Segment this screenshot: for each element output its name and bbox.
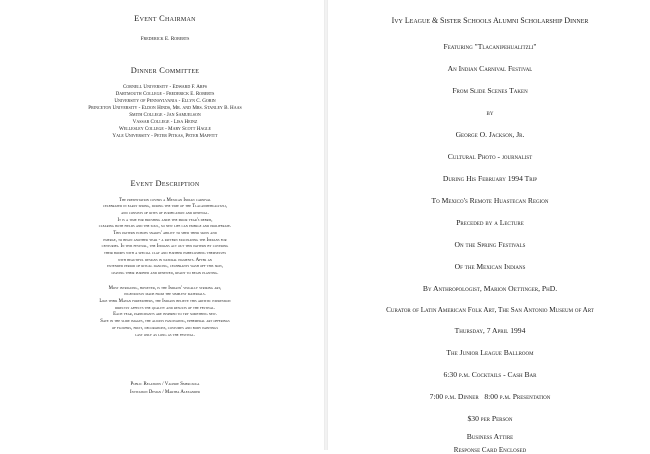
description-line: and consists of rites of purification and renewal. — [121, 211, 209, 217]
description-line: clearing both fields and the soul, so new life can emerge and proliferate. — [98, 224, 232, 230]
description-line: Each year, participants are inspired to try something new. — [113, 312, 217, 318]
program-line: On the Spring Festivals — [454, 240, 526, 249]
description-line: their bodies with a special clay and further embellishing themselves — [104, 251, 226, 257]
description-line: Save in the slide images, the always fascinating, ephemeral art offerings — [100, 319, 230, 325]
description-line: ingeniously made from the simplest materials. — [124, 292, 206, 298]
price-line: $30 per Person — [467, 414, 513, 423]
program-line: An Indian Carnival Festival — [447, 64, 533, 73]
response-card-line: Response Card Enclosed — [453, 446, 527, 454]
page-fold — [324, 0, 328, 450]
program-line: To Mexico's Remote Huastecan Region — [431, 196, 549, 205]
event-date: Thursday, 7 April 1994 — [454, 326, 526, 335]
featuring-line: Featuring "Tlacanipehualitzli" — [443, 42, 537, 51]
chairman-heading: Event Chairman — [134, 14, 196, 23]
description-line: directly affects the quality and results of the festival. — [114, 305, 216, 311]
attire-line: Business Attire — [466, 432, 514, 441]
program-line: From Slide Scenes Taken — [452, 86, 528, 95]
program-line: Of the Mexican Indians — [454, 262, 526, 271]
credits — [30, 381, 300, 396]
committee-member: Dartmouth College - Frederick E. Roberts — [115, 90, 215, 97]
presenter-name: George O. Jackson, Jr. — [455, 130, 525, 139]
description-line: last only as long as the festival. — [135, 332, 195, 338]
left-page — [30, 12, 300, 396]
cocktails-time: 6:30 p.m. Cocktails - Cash Bar — [443, 370, 537, 379]
committee-list — [30, 84, 300, 140]
description-line: It is a time for brushing aside the prior year's debris, — [117, 217, 213, 223]
committee-member: Smith College - Jan Samuelson — [129, 111, 201, 118]
description-line: emerge, to begin another year - a pattern fascinating the Indians for — [103, 237, 227, 243]
dinner-time: 7:00 p.m. Dinner 8:00 p.m. Presentation — [429, 392, 551, 401]
committee-member: University of Pennsylvania - Ellyn C. Gorin — [114, 97, 216, 104]
description-line: The presentation covers a Mexican Indian carnival — [118, 197, 212, 203]
description-line: celebrated in early spring, during the time of the Tlacanipehualitzli, — [102, 204, 228, 210]
chairman-name: Frederick E. Roberts — [140, 36, 190, 42]
committee-member: Vassar College - Lisa Heinz — [132, 118, 198, 125]
program-line: Cultural Photo - journalist — [447, 152, 533, 161]
lecturer-line: By Anthropologist, Marion Oettinger, PhD. — [422, 284, 558, 293]
description-line: centuries. In this festival, the Indians act out this pattern by covering — [101, 244, 229, 250]
program-line: by — [486, 108, 494, 117]
committee-member: Wellesley College - Mary Scott Hagle — [119, 125, 211, 132]
curator-line: Curator of Latin American Folk Art, The San Antonio Museum of Art — [386, 306, 594, 314]
committee-member: Cornell University - Edward F. Arps — [122, 83, 207, 90]
program-line: Preceded by a Lecture — [456, 218, 524, 227]
credit-line: Public Relations / Valerie Smerczola — [130, 382, 200, 388]
event-venue: The Junior League Ballroom — [446, 348, 534, 357]
committee-member: Yale University - Peter Pitkas, Peter Maffitt — [112, 132, 218, 139]
committee-heading: Dinner Committee — [130, 65, 200, 75]
description-paragraph-2 — [30, 286, 300, 339]
description-line: of flowers, fruit, decorations, costumes and body paintings — [111, 325, 218, 331]
description-line: Like their Mayan forefathers, the Indians believe this artistic expression — [99, 299, 231, 305]
description-line: This pattern echoes snakes' ability to shed their skins and — [113, 231, 217, 237]
program-line: During His February 1994 Trip — [442, 174, 538, 183]
description-line: leaving their purified and renewed, ready to begin planting. — [111, 271, 219, 277]
description-line: Most intriguing, however, is the Indians' visually striking art, — [108, 285, 222, 291]
description-line: extended period of ritual dancing, celebrants wash off this skin, — [107, 264, 223, 270]
event-title: Ivy League & Sister Schools Alumni Scholarship Dinner — [391, 16, 589, 25]
committee-member: Princeton University - Eldon Hinds, Mr. and Mrs. Stanley B. Haas — [88, 104, 242, 111]
description-heading: Event Description — [130, 178, 200, 188]
description-line: with beautiful designs in natural pigments. After an — [118, 257, 212, 263]
credit-line: Invitation Design / Martha Alexander — [129, 389, 201, 395]
description-paragraph-1 — [30, 198, 300, 278]
